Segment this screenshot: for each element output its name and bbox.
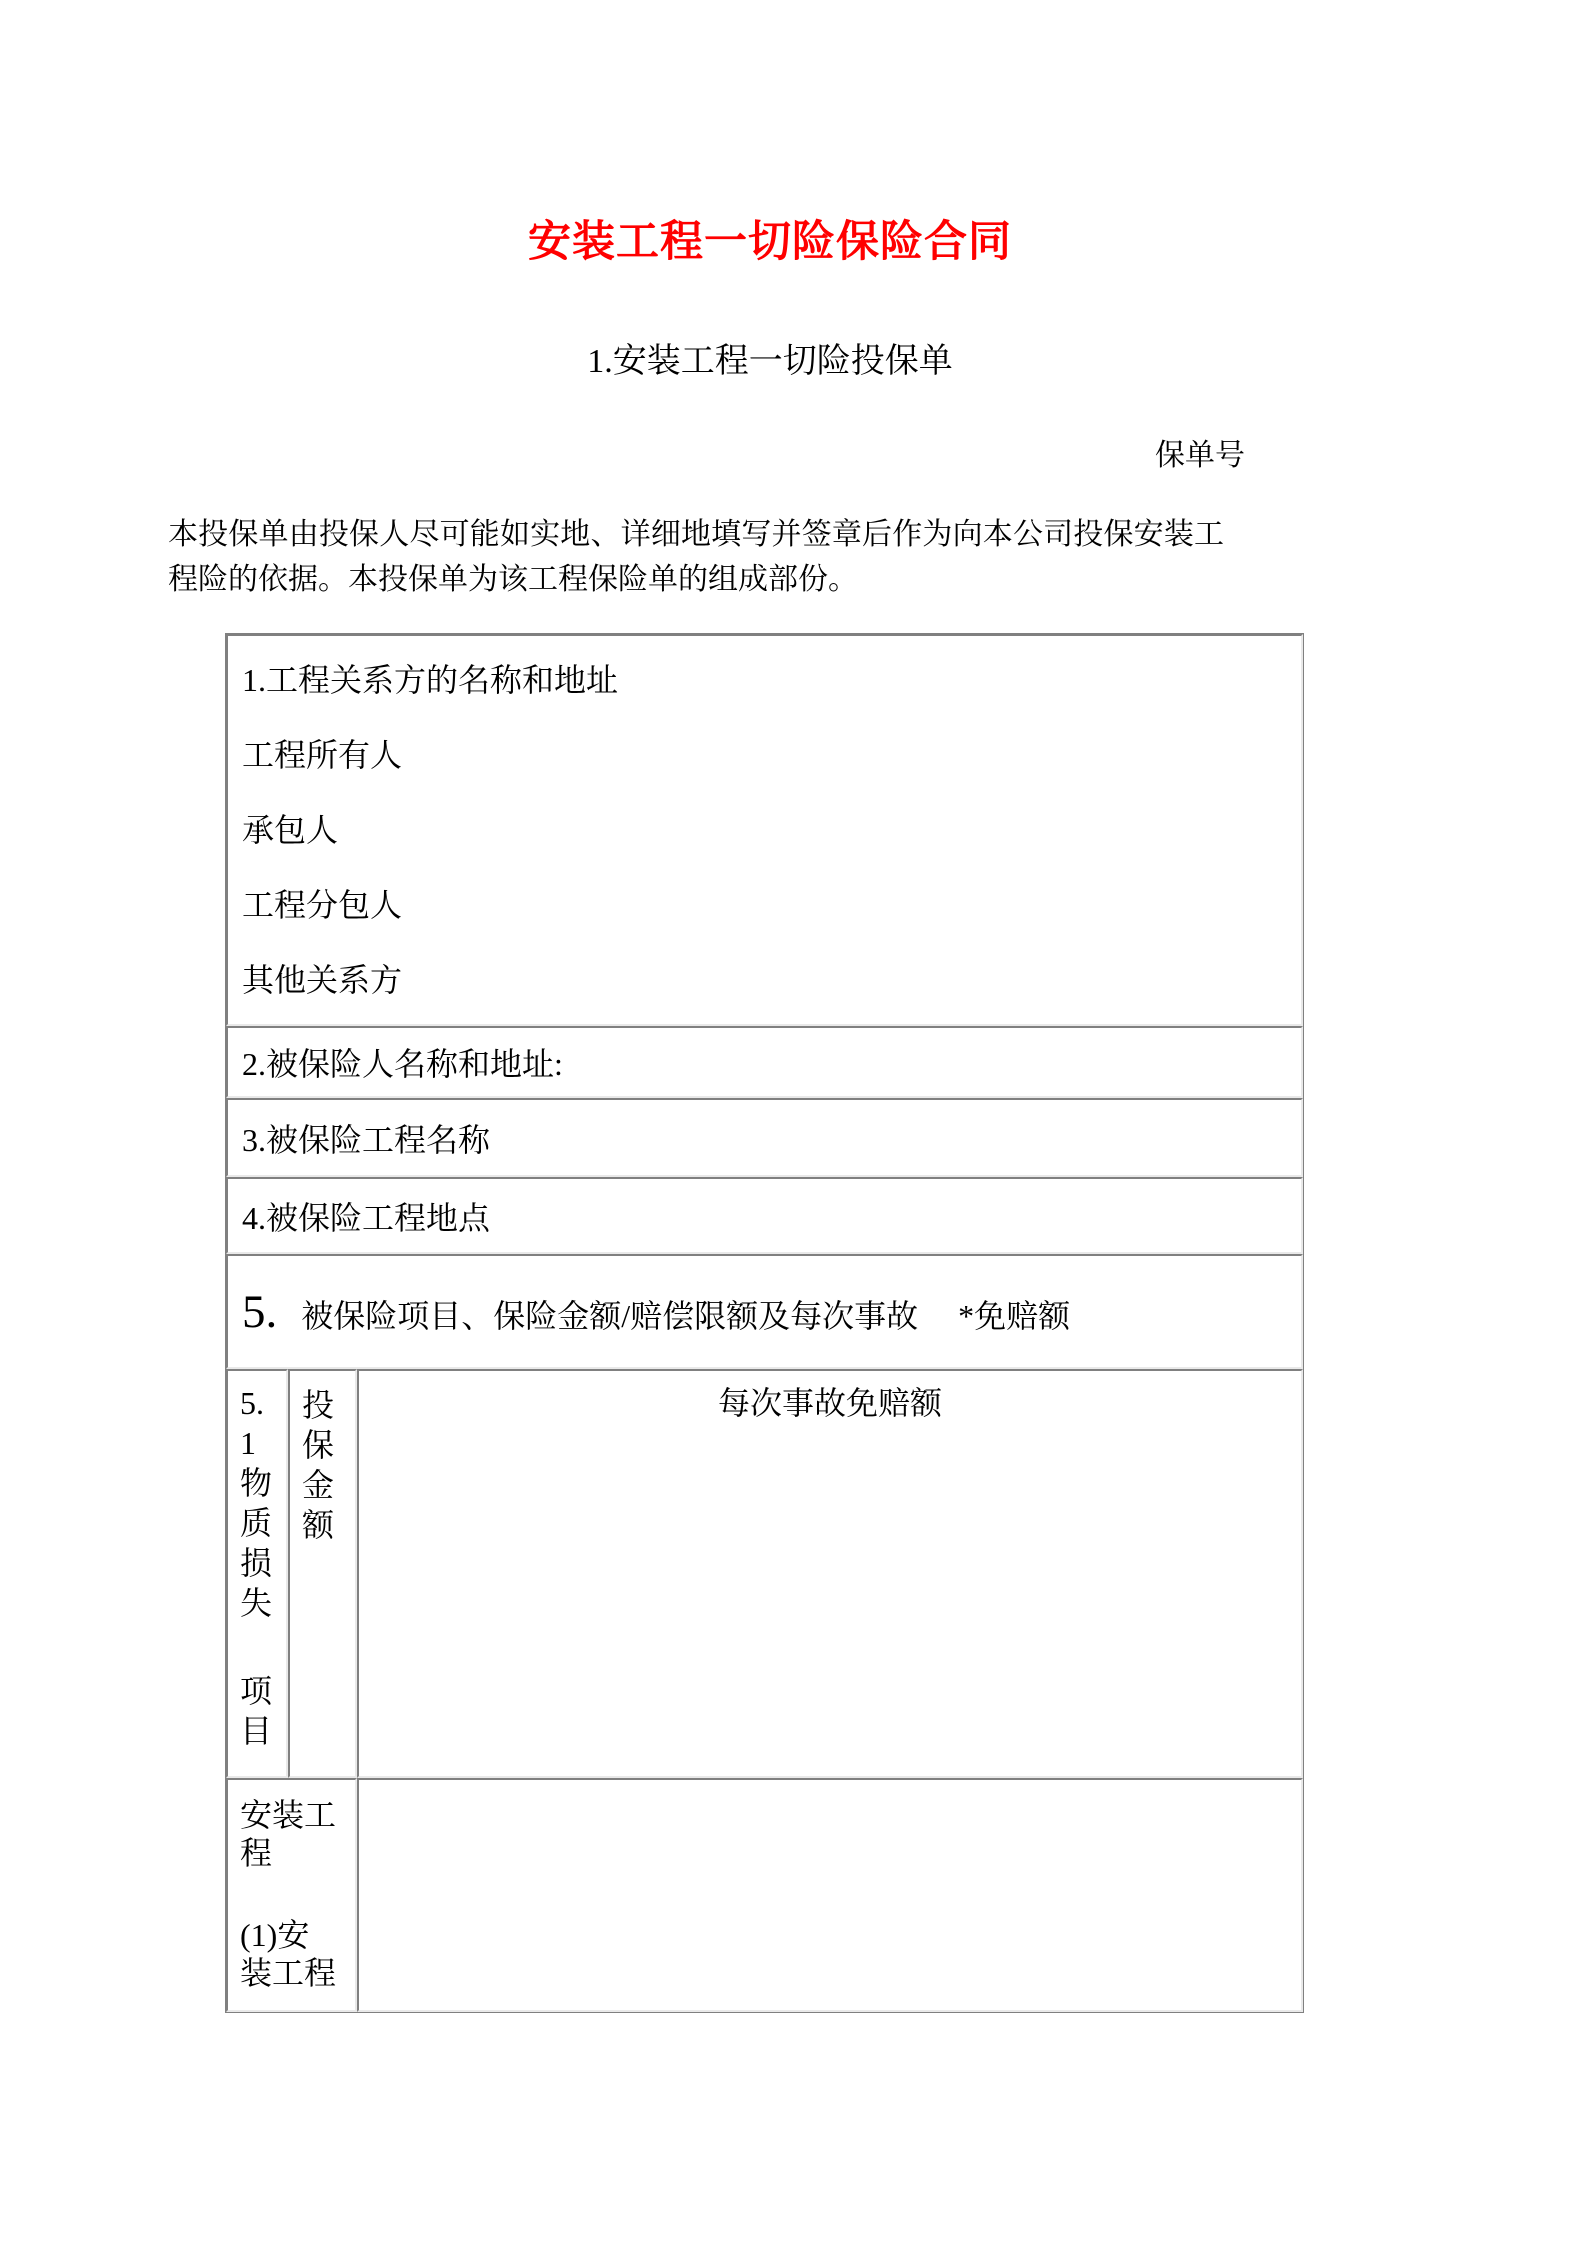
section-heading: 1.安装工程一切险投保单 [587, 343, 953, 380]
erection-works-label: 安装工程 [240, 1797, 337, 1871]
deductible-header: 每次事故免赔额 [718, 1385, 943, 1421]
page-title: 安装工程一切险保险合同 [528, 219, 1012, 266]
project-name-cell: 3.被保险工程名称 [226, 1098, 1303, 1177]
sum-insured-label: 投保金额 [302, 1387, 335, 1543]
field-other-parties: 其他关系方 [242, 961, 403, 998]
parties-heading: 1.工程关系方的名称和地址 [242, 661, 619, 698]
material-damage-label: 5.1物质损失 [240, 1385, 273, 1621]
table-row-material-damage [226, 1369, 1303, 1778]
erection-works-value-cell [357, 1778, 1303, 2012]
material-damage-item-cell [226, 1369, 288, 1778]
project-location-cell: 4.被保险工程地点 [226, 1177, 1303, 1254]
table-row-parties [226, 634, 1303, 1026]
table-row-project-location [226, 1177, 1303, 1254]
policy-number-label: 保单号 [1155, 439, 1245, 472]
section-5-number: 5. [242, 1285, 278, 1338]
intro-paragraph: 本投保单由投保人尽可能如实地、详细地填写并签章后作为向本公司投保安装工程险的依据。本投保单为该工程保险单的组成部份。 [168, 518, 1224, 596]
erection-works-label-cell [226, 1778, 357, 2012]
insured-name-cell: 2.被保险人名称和地址: [226, 1026, 1303, 1098]
sum-insured-cell [288, 1369, 357, 1778]
deductible-header-cell [357, 1369, 1303, 1778]
field-project-owner: 工程所有人 [242, 736, 403, 773]
table-row-insured-name [226, 1026, 1303, 1098]
table-row-insured-items-heading [226, 1254, 1303, 1369]
table-row-project-name [226, 1098, 1303, 1177]
material-damage-item-word: 项目 [240, 1673, 273, 1749]
form-table [225, 633, 1304, 2013]
field-contractor: 承包人 [242, 811, 339, 848]
field-subcontractor: 工程分包人 [242, 886, 403, 923]
erection-works-sub-label: (1)安装工程 [240, 1917, 337, 1991]
insured-items-heading-cell [226, 1254, 1303, 1369]
deductible-note: *免赔额 [958, 1297, 1071, 1334]
table-row-erection-works [226, 1778, 1303, 2012]
parties-cell [226, 634, 1303, 1026]
section-5-label: 被保险项目、保险金额/赔偿限额及每次事故 [301, 1297, 919, 1334]
